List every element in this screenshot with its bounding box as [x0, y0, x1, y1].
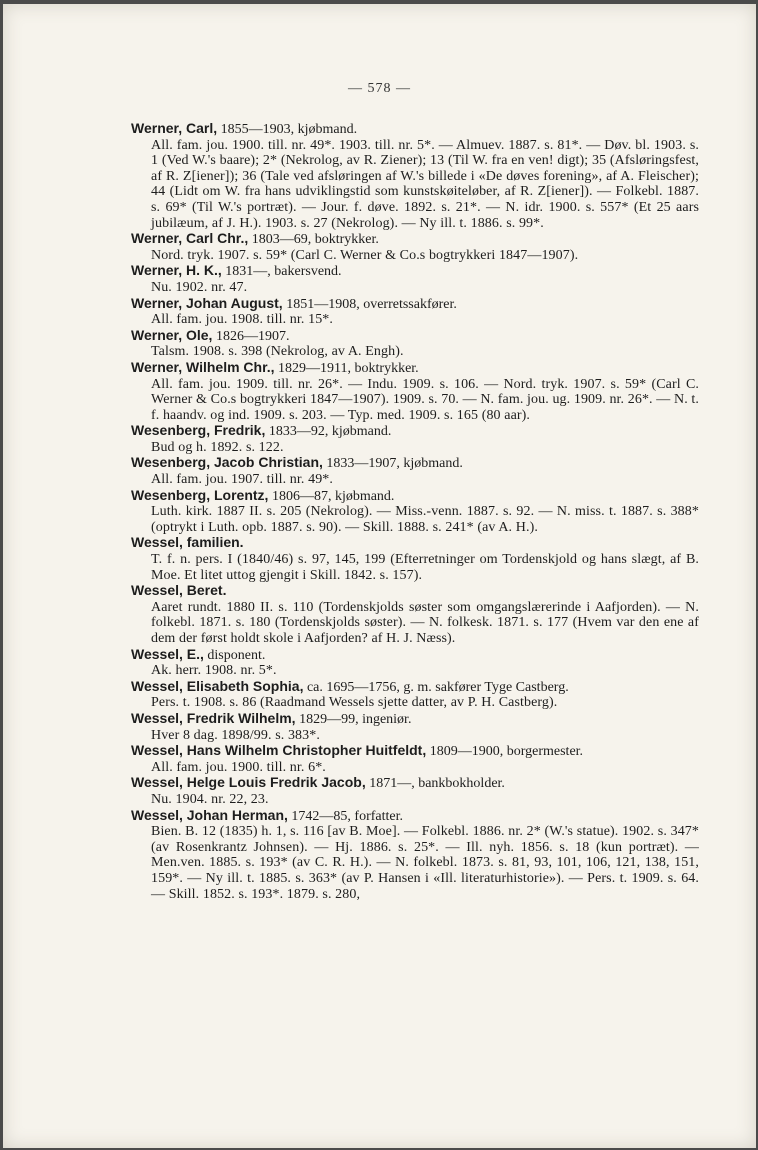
entry-details: 1851—1908, overretssakfører.: [286, 296, 457, 312]
entry-name: Wessel, Elisabeth Sophia,: [131, 677, 304, 694]
entry-heading: [131, 743, 699, 760]
entry-references: All. fam. jou. 1900. till. nr. 49*. 1903. till. nr. 5*. — Almuev. 1887. s. 81*. — Døv. bl. 1903. s. 1 (Ved W.'s baare); 2* (Nekrolog, av R. Ziener); 13 (Til W. fra en ven! digt); 35 (Afsløringsfest, af R. Z[iener]); 36 (Tale ved afsløringen af W.'s billede i «De døves forening», af A. Fleischer); 44 (Lidt om W. fra hans udviklingstid som kunstskøiteløber, af R. Z[iener]). — Folkebl. 1887. s. 69* (Til W.'s portræt). — Jour. f. døve. 1892. s. 21*. — N. idr. 1900. s. 557* (Et 25 aars jubilæum, af J. H.). 1903. s. 27 (Nekrolog). — Ny ill. t. 1886. s. 99*.: [151, 137, 699, 231]
entry-heading: [131, 121, 699, 138]
entry-heading: [131, 775, 699, 792]
entry: [131, 121, 699, 231]
entry-name: Wessel, Fredrik Wilhelm,: [131, 709, 296, 726]
entry-references: All. fam. jou. 1900. till. nr. 6*.: [151, 759, 326, 775]
entry: [131, 711, 699, 743]
entry-details: 1829—99, ingeniør.: [299, 711, 412, 727]
entry-references: All. fam. jou. 1907. till. nr. 49*.: [151, 472, 333, 488]
entry-details: 1855—1903, kjøbmand.: [220, 122, 358, 137]
entry-heading: [131, 488, 699, 505]
entry-details: 1826—1907.: [215, 328, 290, 344]
entry-heading: [131, 808, 699, 825]
entry-references: Bud og h. 1892. s. 122.: [151, 439, 284, 455]
entry-references: Talsm. 1908. s. 398 (Nekrolog, av A. Engh).: [151, 344, 404, 360]
entry-references: T. f. n. pers. I (1840/46) s. 97, 145, 199 (Efterretninger om Tordenskjold og hans slægt, af B. Moe. Et litet uttog gjengit i Skill. 1842. s. 157).: [151, 552, 699, 583]
entry-details: 1809—1900, borgermester.: [429, 744, 584, 760]
entry: [131, 583, 699, 646]
entry-heading: [131, 711, 699, 728]
entry-details: 1803—69, boktrykker.: [251, 232, 379, 248]
entry-name: Werner, H. K.,: [131, 262, 222, 279]
entry-heading: [131, 328, 699, 345]
entry-name: Wessel, familien.: [131, 534, 244, 551]
entry: [131, 263, 699, 295]
entry-name: Werner, Carl Chr.,: [131, 230, 249, 247]
entry: [131, 679, 699, 711]
entry-details: ca. 1695—1756, g. m. sakfører Tyge Castberg.: [306, 679, 569, 695]
entry: [131, 647, 699, 679]
entry-name: Werner, Carl,: [131, 120, 218, 136]
entry: [131, 231, 699, 263]
entry-references: All. fam. jou. 1908. till. nr. 15*.: [151, 312, 333, 328]
entry: [131, 423, 699, 455]
entry-details: 1833—92, kjøbmand.: [268, 424, 392, 440]
entry-references: Bien. B. 12 (1835) h. 1, s. 116 [av B. Moe]. — Folkebl. 1886. nr. 2* (W.'s statue). 1902. s. 347* (av Rosenkrantz Johnsen). — Hj. 1886. s. 25*. — Ill. nyh. 1856. s. 18 (kun portræt). — Men.ven. 1885. s. 193* (av C. R. H.). — N. folkebl. 1873. s. 81, 93, 101, 106, 121, 138, 151, 159*. — Ny ill. t. 1885. s. 363* (av P. Hansen i «Ill. literaturhistorie»). — Pers. t. 1909. s. 64. — Skill. 1852. s. 193*. 1879. s. 280,: [151, 824, 699, 902]
entry-name: Wessel, Hans Wilhelm Christopher Huitfeldt,: [131, 742, 427, 759]
entry-references: Ak. herr. 1908. nr. 5*.: [151, 663, 277, 679]
entry: [131, 488, 699, 536]
entry-details: disponent.: [207, 647, 266, 663]
entry-name: Wesenberg, Fredrik,: [131, 422, 266, 439]
entry: [131, 808, 699, 903]
entry-heading: [131, 423, 699, 440]
entry-heading: [131, 263, 699, 280]
entry-name: Werner, Ole,: [131, 326, 213, 343]
entry-heading: [131, 679, 699, 696]
entry: [131, 535, 699, 583]
entry: [131, 455, 699, 487]
entry: [131, 743, 699, 775]
entry-details: 1871—, bankbokholder.: [369, 776, 505, 792]
entry-name: Wessel, Helge Louis Fredrik Jacob,: [131, 774, 366, 791]
entry-name: Werner, Johan August,: [131, 294, 283, 311]
entry: [131, 296, 699, 328]
entry-name: Wessel, E.,: [131, 645, 204, 662]
entry-references: Nu. 1904. nr. 22, 23.: [151, 791, 269, 807]
entry-heading: [131, 231, 699, 248]
entry-references: Pers. t. 1908. s. 86 (Raadmand Wessels sjette datter, av P. H. Castberg).: [151, 695, 558, 711]
entry-name: Wessel, Beret.: [131, 582, 227, 599]
entry-references: Luth. kirk. 1887 II. s. 205 (Nekrolog). — Miss.-venn. 1887. s. 92. — N. miss. t. 1887. s. 388* (optrykt i Luth. opb. 1887. s. 90). — Skill. 1888. s. 241* (av A. H.).: [151, 504, 699, 535]
entry: [131, 775, 699, 807]
entry-details: 1742—85, forfatter.: [291, 808, 404, 824]
entry-references: Nord. tryk. 1907. s. 59* (Carl C. Werner & Co.s bogtrykkeri 1847—1907).: [151, 247, 579, 263]
entry-heading: [131, 535, 699, 552]
entry-name: Werner, Wilhelm Chr.,: [131, 358, 275, 375]
entry-details: 1806—87, kjøbmand.: [271, 488, 395, 504]
entry-heading: [131, 647, 699, 664]
entry-heading: [131, 455, 699, 472]
entry-name: Wesenberg, Lorentz,: [131, 486, 269, 503]
entry-references: Nu. 1902. nr. 47.: [151, 279, 248, 295]
entry-details: 1831—, bakersvend.: [225, 264, 342, 280]
entry-heading: [131, 296, 699, 313]
entry-details: 1829—1911, boktrykker.: [278, 360, 419, 376]
entry: [131, 328, 699, 360]
entry-heading: [131, 583, 699, 600]
entry-list: [131, 121, 699, 902]
entry-references: All. fam. jou. 1909. till. nr. 26*. — Indu. 1909. s. 106. — Nord. tryk. 1907. s. 59* (Carl C. Werner & Co.s bogtrykkeri 1847—1907). 1909. s. 70. — N. fam. jou. ug. 1909. nr. 26*. — N. t. f. haandv. og ind. 1909. s. 203. — Typ. med. 1909. s. 165 (80 aar).: [151, 376, 699, 423]
entry-name: Wesenberg, Jacob Christian,: [131, 454, 323, 471]
entry-references: Aaret rundt. 1880 II. s. 110 (Tordenskjolds søster som omgangslærerinde i Aafjorden). — N. folkebl. 1871. s. 180 (Tordenskjolds søster). — N. folkesk. 1871. s. 177 (Hvem var den ene af dem der først holdt skole i Aafjorden? af H. J. Næss).: [151, 599, 699, 646]
entry-references: Hver 8 dag. 1898/99. s. 383*.: [151, 727, 320, 743]
entry: [131, 360, 699, 423]
page-number: — 578 —: [348, 81, 411, 96]
entry-heading: [131, 360, 699, 377]
entry-details: 1833—1907, kjøbmand.: [326, 456, 463, 472]
entry-name: Wessel, Johan Herman,: [131, 806, 288, 823]
book-page: [3, 4, 756, 1148]
